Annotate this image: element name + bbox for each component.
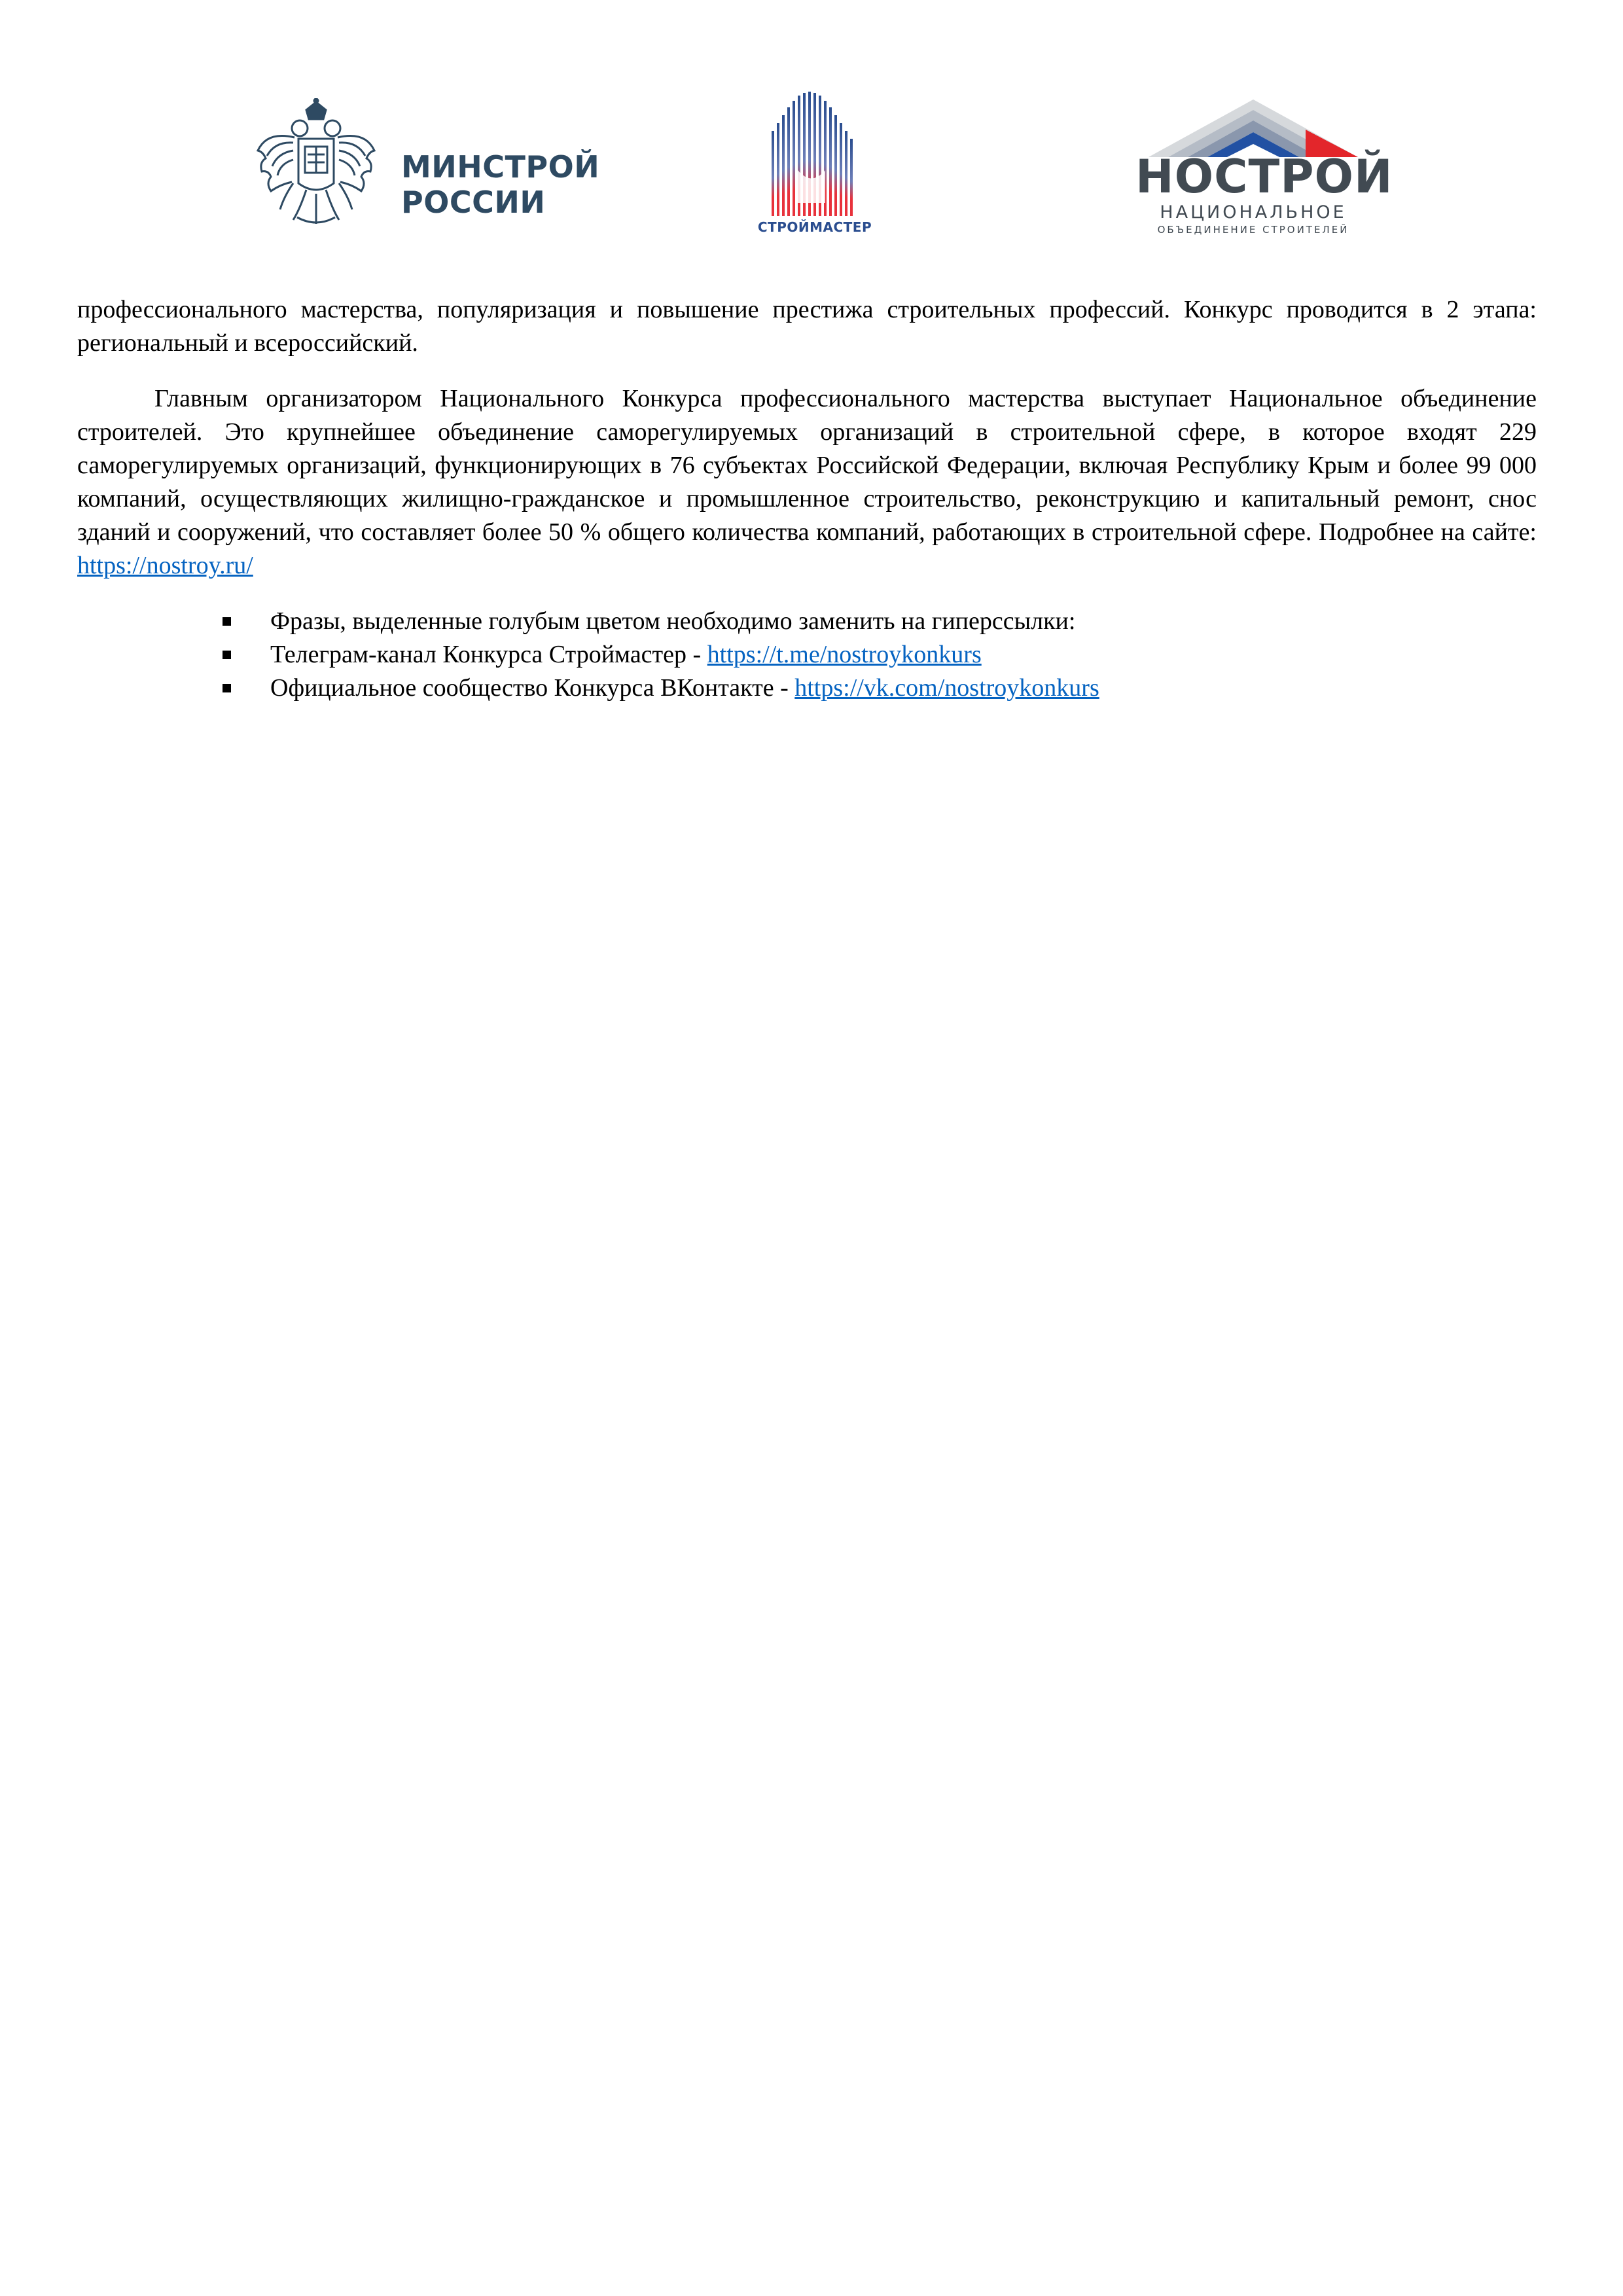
document-body [77, 293, 1537, 705]
list-item [77, 605, 1537, 638]
header-logos [0, 85, 1623, 242]
nostroy-name: НОСТРОЙ [1135, 150, 1393, 204]
telegram-channel-link[interactable]: https://t.me/nostroykonkurs [707, 641, 982, 668]
minstroy-logo [254, 98, 600, 229]
stroymaster-logo [740, 92, 890, 242]
list-item-text: Телеграм-канал Конкурса Строймастер - [270, 641, 707, 668]
list-item-text: Официальное сообщество Конкурса ВКонтакте - [270, 674, 795, 702]
minstroy-line2: РОССИИ [401, 185, 546, 220]
square-bullet-icon [223, 617, 231, 626]
paragraph-2 [77, 382, 1537, 583]
nostroy-subtitle-2: ОБЪЕДИНЕНИЕ СТРОИТЕЛЕЙ [1157, 224, 1349, 236]
list-item [77, 638, 1537, 672]
nostroy-logo [1135, 98, 1393, 236]
minstroy-wordmark [401, 149, 599, 220]
square-bullet-icon [223, 684, 231, 692]
nostroy-site-link[interactable]: https://nostroy.ru/ [77, 552, 253, 579]
list-item [77, 672, 1537, 705]
paragraph-2-text: Главным организатором Национального Конкурса профессионального мастерства выступает Национальное объединение строителей. Это крупнейшее объединение саморегулируемых организаций в строительной сфере, в которое входят 229 саморегулируемых организаций, функционирующих в 76 субъектах Российской Федерации, включая Республику Крым и более 99 000 компаний, осуществляющих жилищно-гражданское и промышленное строительство, реконструкцию и капитальный ремонт, снос зданий и сооружений, что составляет более 50 % общего количества компаний, работающих в строительной сфере. Подробнее на сайте: [77, 385, 1537, 546]
nostroy-subtitle-1: НАЦИОНАЛЬНОЕ [1160, 202, 1347, 223]
square-bullet-icon [223, 651, 231, 659]
coat-of-arms-icon [254, 98, 378, 229]
building-stripes-icon [769, 92, 854, 216]
list-item-text: Фразы, выделенные голубым цветом необходимо заменить на гиперссылки: [270, 607, 1076, 635]
minstroy-line1: МИНСТРОЙ [401, 149, 600, 185]
vk-community-link[interactable]: https://vk.com/nostroykonkurs [794, 674, 1099, 702]
paragraph-1: профессионального мастерства, популяризация и повышение престижа строительных профессий. Конкурс проводится в 2 этапа: региональный и всероссийский. [77, 296, 1537, 357]
bullet-list [77, 605, 1537, 705]
stroymaster-caption: СТРОЙМАСТЕР [757, 219, 872, 235]
